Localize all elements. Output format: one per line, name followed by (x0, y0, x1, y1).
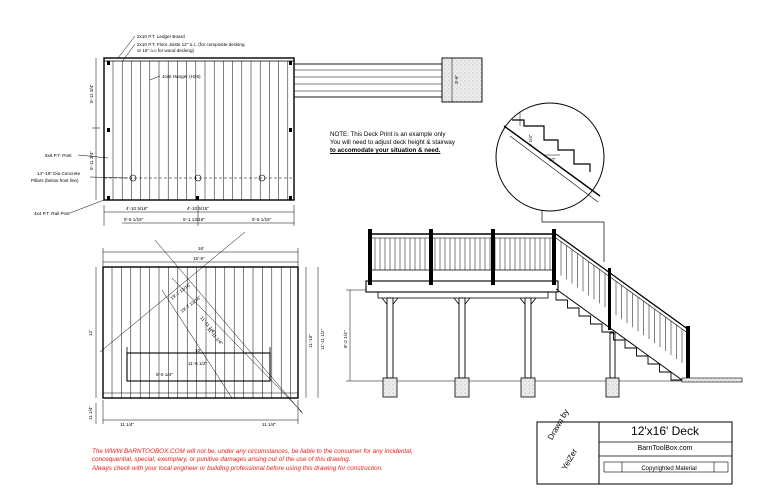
framing-joists (112, 267, 291, 398)
left-height: 12' (88, 330, 93, 336)
width-inner: 15'-9" (193, 256, 205, 261)
dim-small-right: 3'-6" (454, 74, 459, 84)
floor-joists (113, 61, 288, 200)
ledger-label: 2x10 P.T. Ledger Board (137, 34, 185, 39)
bottom-side: 11 1/4" (88, 405, 93, 420)
dim-side-upper: 5'-11 3/4" (89, 83, 94, 103)
stair-detail-labels (528, 134, 556, 162)
width-outer: 16' (198, 246, 204, 251)
note-line3: to accomodate your situation & need. (330, 147, 441, 155)
pillars-label-line1: 14"-16" Dia Concrete (37, 171, 81, 176)
website-label: BarnToolBox.com (637, 445, 693, 452)
dim-post-span2: 4'-10 5/16" (187, 206, 209, 211)
deck-print-note (330, 131, 500, 156)
disclaimer-line2: concequential, special, exemplary, or punitive damages arising out of the use of this drawing. (92, 456, 351, 464)
diag1: 19'-7 13/16" (169, 281, 192, 301)
inner-span1: 10' (195, 348, 201, 353)
dim-bottom-mid: 5'-1 13/16" (183, 217, 205, 222)
framing-view-labels (88, 246, 325, 427)
disclaimer-line3: Always check with your local engineer or building professional before using this drawing for construction. (92, 464, 383, 472)
joists-label-line2: or 16" o.c for wood decking) (137, 48, 195, 53)
diag3: 11'-11 1/4" (199, 315, 217, 335)
framing-outline (103, 267, 298, 398)
deck-frame-outline (104, 58, 294, 200)
dim-post-span1: 4'-10 5/16" (126, 206, 148, 211)
hanger-label: Joist Hanger (H36) (162, 74, 201, 79)
dim-bottom-left: 5'-5 1/16" (124, 217, 144, 222)
inner-span2: 11'-6 1/2" (188, 361, 208, 366)
bottom-right: 11 1/4" (262, 422, 277, 427)
joists-label-line1: 2x10 P.T. Floor Joists 12" o.c. (for composite decking (137, 42, 245, 47)
author-name: YeiZer (560, 447, 580, 472)
right-height1: 11'-10" (308, 334, 313, 348)
side-elevation-view (346, 229, 742, 397)
diag2: 19'-7 13/16" (179, 294, 202, 314)
dim-side-lower: 5'-11 3/4" (89, 150, 94, 170)
inner-span3: 5'-6 1/4" (156, 372, 173, 377)
note-line2: You will need to adjust deck height & stairway (330, 139, 455, 147)
post-label: 6x6 P.T. Post (45, 153, 72, 158)
stair-plan-run (294, 64, 442, 97)
bottom-left: 11 1/4" (120, 422, 135, 427)
disclaimer-line1: The WWW.BARNTOOBOX.COM will not be, under any circumstances, be liable to the consumer for any incidental, (92, 448, 413, 455)
detail-run: 10" (549, 157, 556, 162)
pillars-label-line2: Pillars (below frost line) (31, 178, 79, 183)
elevation-height-label: 8'-2 1/4" (344, 330, 349, 348)
drawn-by-label: Drawn by (546, 407, 571, 442)
drawing-title: 12'x16' Deck (631, 424, 699, 438)
copyright-label: Copyrighted Material (641, 466, 697, 472)
concrete-landing-pad (442, 58, 482, 102)
dim-bottom-right: 5'-5 1/16" (252, 217, 272, 222)
note-line1: NOTE: This Deck Print is an example only (330, 131, 446, 138)
diag4: 11'-11 1/4" (206, 326, 224, 346)
liability-disclaimer (92, 448, 522, 473)
detail-rise: 7 1/4" (528, 134, 533, 146)
right-height2: 11'-11 1/2" (320, 328, 325, 350)
rail-post-label: 4x4 P.T. Rail Post (34, 211, 70, 216)
